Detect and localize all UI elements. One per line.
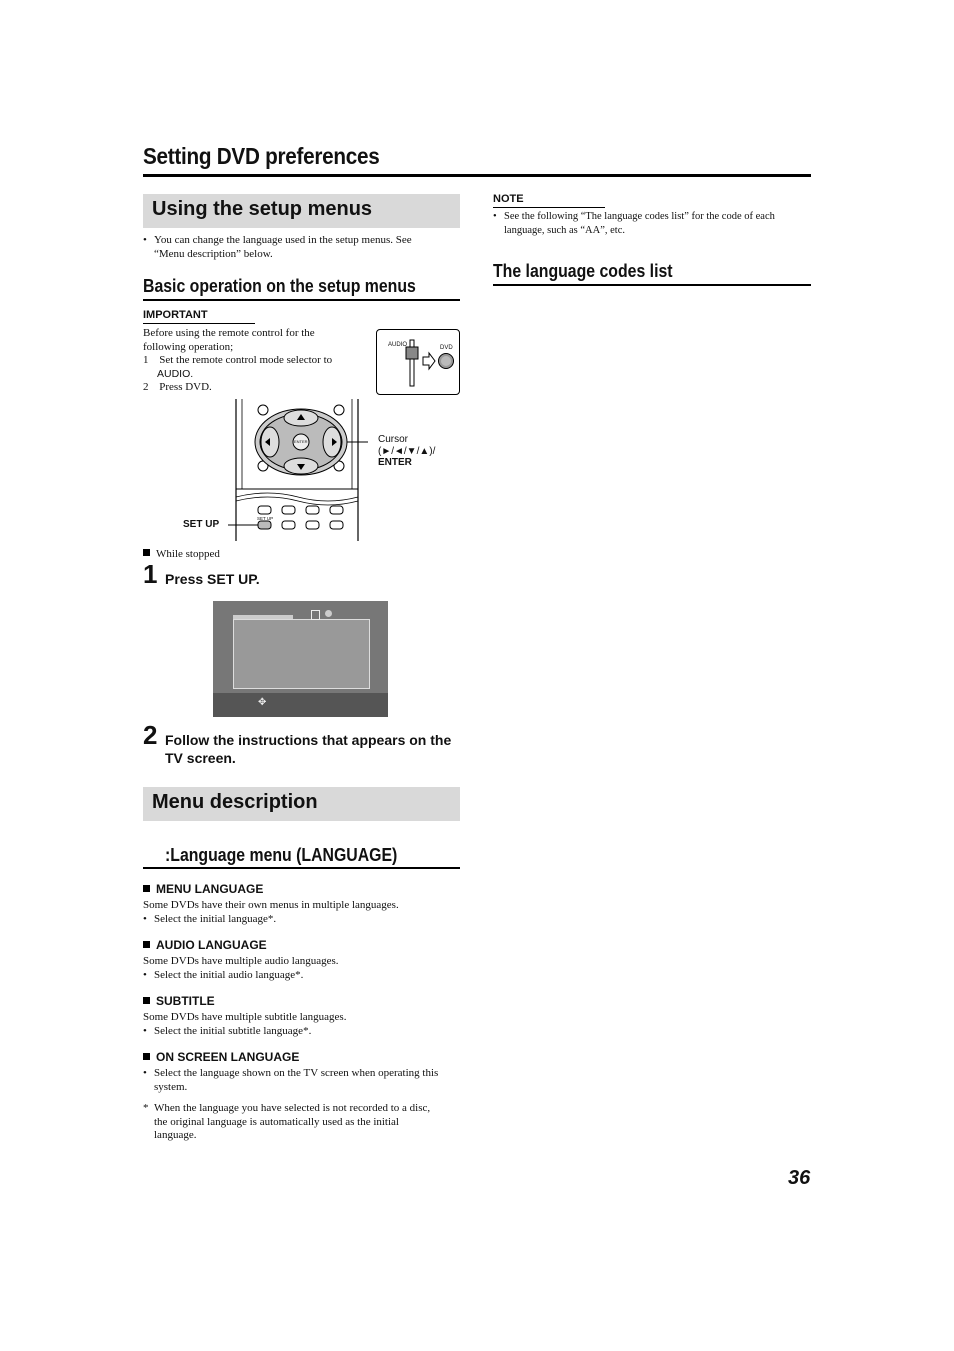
- footnote-line: the original language is automatically used as the initial: [154, 1115, 399, 1128]
- bullet-dot: •: [143, 234, 147, 246]
- title-rule: [143, 174, 811, 177]
- item-heading: [143, 1050, 463, 1064]
- item-heading: [143, 994, 463, 1008]
- page-title: Setting DVD preferences: [143, 143, 380, 169]
- step-1-text: Press SET UP.: [165, 571, 260, 587]
- tv-footer-bar: [213, 693, 388, 717]
- footnote-line: language.: [154, 1129, 197, 1141]
- remote-svg: [228, 399, 368, 541]
- note-rule: [493, 207, 605, 208]
- note-bullet: [493, 210, 813, 237]
- section-title: Using the setup menus: [152, 198, 373, 220]
- step-text: Set the remote control mode selector to: [159, 354, 333, 366]
- menu-item: [143, 882, 463, 926]
- step-2-text: Follow the instructions that appears on the TV screen.: [165, 732, 452, 766]
- while-stopped-text: While stopped: [156, 548, 220, 560]
- important-step-2: [143, 381, 373, 395]
- important-text: [143, 327, 373, 395]
- square-icon: [143, 549, 150, 556]
- heading-rule: [143, 299, 460, 301]
- item-heading-text: AUDIO LANGUAGE: [156, 938, 267, 952]
- square-icon: [143, 941, 150, 948]
- note-label: NOTE: [493, 193, 524, 205]
- menu-item: [143, 1050, 463, 1094]
- important-line: Before using the remote control for the: [143, 327, 315, 339]
- enter-label: ENTER: [378, 457, 412, 468]
- step-number-2: 2: [143, 720, 158, 750]
- tv-small-icon: [311, 610, 320, 620]
- item-heading-text: ON SCREEN LANGUAGE: [156, 1050, 300, 1064]
- remote-cursor-callout: [378, 434, 435, 469]
- bullet-dot: •: [493, 211, 497, 222]
- cursor-arrows: (►/◄/▼/▲)/: [378, 445, 436, 457]
- tv-screen-illustration: [213, 601, 388, 717]
- note-line: See the following “The language codes list” for the code of each: [504, 211, 775, 222]
- language-menu-heading: :Language menu (LANGUAGE): [165, 845, 398, 865]
- remote-illustration: [228, 399, 368, 541]
- basic-operation-heading: Basic operation on the setup menus: [143, 276, 416, 296]
- item-heading: [143, 882, 463, 896]
- menu-item: [143, 994, 463, 1038]
- item-bullet: • Select the initial audio language*.: [143, 968, 304, 981]
- section-title: Menu description: [152, 791, 318, 813]
- section-band-setup-menus: [143, 194, 460, 228]
- item-bullet: • Select the language shown on the TV screen when operating this system.: [143, 1067, 439, 1093]
- item-bullet: • Select the initial language*.: [143, 912, 277, 925]
- intro-bullet: [143, 234, 443, 261]
- menu-item-list: [143, 882, 463, 1143]
- setup-callout: SET UP: [183, 519, 220, 530]
- item-heading-text: MENU LANGUAGE: [156, 882, 264, 896]
- mode-selector-svg: [377, 330, 459, 394]
- important-step-1: [143, 354, 373, 368]
- important-label: IMPORTANT: [143, 309, 208, 321]
- item-bullet: • Select the initial subtitle language*.: [143, 1024, 312, 1037]
- important-rule: [143, 323, 255, 324]
- remote-small-setup-label: SET UP: [257, 516, 274, 521]
- language-codes-heading: The language codes list: [493, 261, 673, 281]
- tv-menu-panel: [233, 619, 370, 689]
- intro-text: You can change the language used in the setup menus. See “Menu description” below.: [154, 234, 412, 260]
- step-number: 2: [143, 381, 149, 393]
- footnote-line: When the language you have selected is not recorded to a disc,: [154, 1102, 431, 1114]
- item-bullet-text: Select the language shown on the TV screen when operating this: [154, 1067, 439, 1079]
- section-band-menu-description: [143, 787, 460, 821]
- item-bullet-text: Select the initial subtitle language*.: [154, 1024, 312, 1037]
- item-bullet-text-cont: system.: [154, 1080, 188, 1093]
- remote-center-label: ENTER: [294, 439, 308, 444]
- step-text-cont: AUDIO.: [157, 367, 194, 380]
- selector-audio-label: AUDIO: [388, 342, 408, 348]
- footnote: [143, 1102, 463, 1143]
- heading-rule: [143, 867, 460, 869]
- menu-item: [143, 938, 463, 982]
- important-line: following operation;: [143, 340, 234, 353]
- note-line: language, such as “AA”, etc.: [504, 224, 625, 236]
- item-desc: Some DVDs have multiple subtitle languages.: [143, 1011, 347, 1023]
- item-bullet-text: Select the initial audio language*.: [154, 968, 304, 981]
- heading-rule: [493, 284, 811, 286]
- step-number-1: 1: [143, 559, 158, 589]
- step-number: 1: [143, 354, 149, 366]
- item-heading: [143, 938, 463, 952]
- mode-selector-illustration: [376, 329, 460, 395]
- tv-disc-icon: [325, 610, 332, 617]
- tv-cursor-icon: ✥: [258, 697, 267, 708]
- cursor-label: Cursor: [378, 434, 409, 445]
- square-icon: [143, 1053, 150, 1060]
- item-heading-text: SUBTITLE: [156, 994, 215, 1008]
- item-desc: Some DVDs have multiple audio languages.: [143, 955, 339, 967]
- footnote-mark: *: [143, 1102, 149, 1114]
- selector-dvd-label: DVD: [440, 345, 453, 351]
- item-desc: Some DVDs have their own menus in multiple languages.: [143, 899, 399, 911]
- page-number: 36: [788, 1167, 811, 1189]
- item-bullet-text: Select the initial language*.: [154, 912, 277, 925]
- square-icon: [143, 885, 150, 892]
- step-text: Press DVD.: [159, 381, 212, 393]
- square-icon: [143, 997, 150, 1004]
